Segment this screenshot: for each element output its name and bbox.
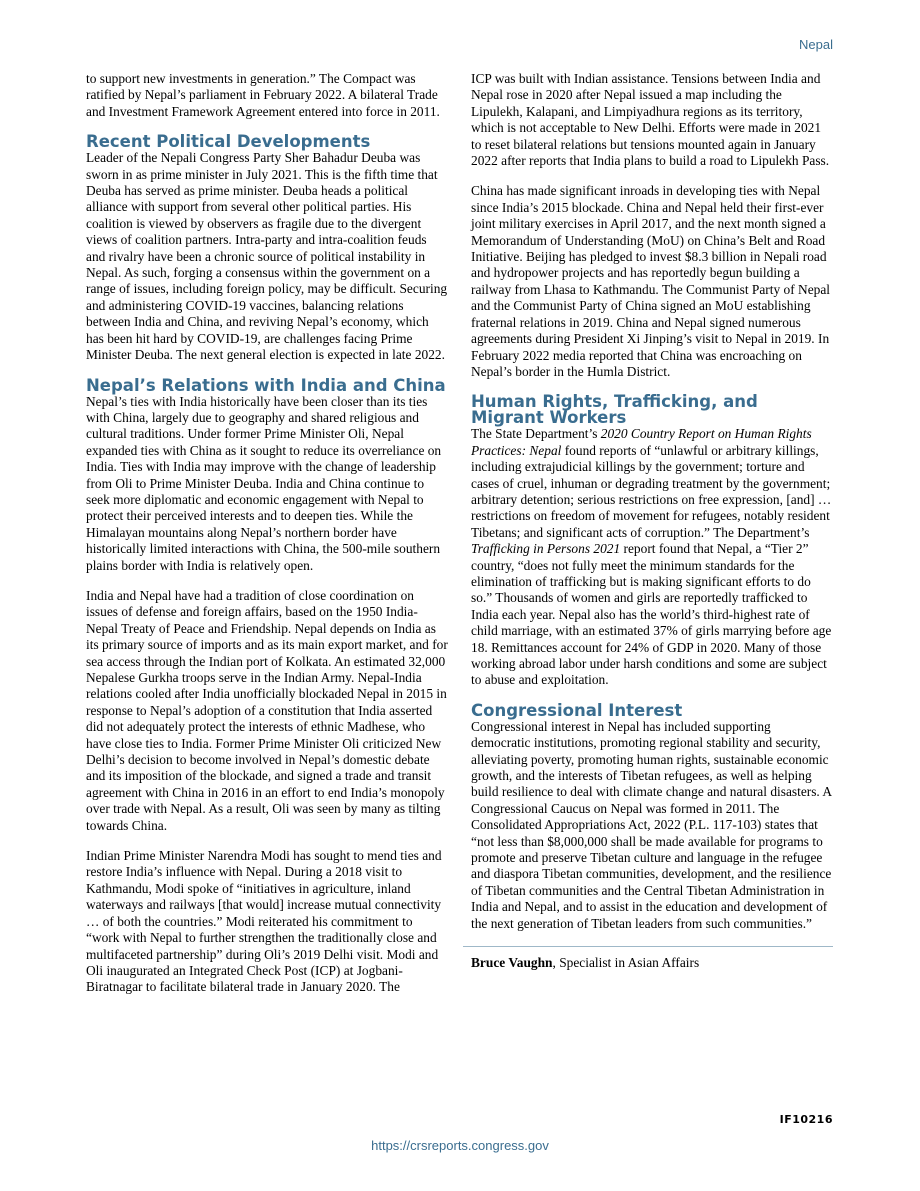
- trafficking-report-title: Trafficking in Persons 2021: [471, 541, 621, 557]
- recent-political-paragraph: Leader of the Nepali Congress Party Sher Bahadur Deuba was sworn in as prime minister in July 2021. This is the fifth time that Deuba has served as prime minister. Deuba heads a political alliance with support from several other political parties. His coalition is viewed by observers as fragile due to the divergent views of coalition partners. Intra-party and intra-coalition feuds and rivalry have been a chronic source of political instability in Nepal. As such, forging a consensus within the government on a range of issues, including foreign policy, may be difficult. Securing and administering COVID-19 vaccines, balancing relations between India and China, and reviving Nepal’s economy, which has been hit hard by COVID-19, are challenges facing Prime Minister Deuba. The next general election is expected in late 2022.: [86, 150, 448, 363]
- human-rights-text-a: The State Department’s: [471, 426, 601, 442]
- relations-paragraph-2: India and Nepal have had a tradition of close coordination on issues of defense and foreign affairs, based on the 1950 India-Nepal Treaty of Peace and Friendship. Nepal depends on India as its primary source of imports and as its main export market, and for sea access through the Indian port of Kolkata. An estimated 32,000 Nepalese Gurkha troops serve in the Indian Army. Nepal-India relations cooled after India unofficially blockaded Nepal in 2015 in response to Nepal’s adoption of a constitution that India asserted did not adequately protect the interests of ethnic Madhese, who have close ties to India. Former Prime Minister Oli criticized New Delhi’s decision to become involved in Nepal’s domestic debate and its imposition of the blockade, and signed a trade and transit agreement with China in 2016 in an effort to end India’s monopoly over trade with Nepal. As a result, Oli was seen by many as tilting towards China.: [86, 587, 448, 833]
- human-rights-text-e: report found that Nepal, a “Tier 2” country, “does not fully meet the minimum standards for the elimination of trafficking but is making significant efforts to do so.” Thousands of women and girls are reportedly trafficked to India each year. Nepal also has the world’s third-highest rate of child marriage, with an estimated 37% of girls marrying before age 18. Remittances account for 24% of GDP in 2020. Many of those working abroad labor under harsh conditions and some are subject to abuse and exploitation.: [471, 541, 832, 688]
- author-divider: [463, 946, 833, 947]
- heading-human-rights: Human Rights, Trafficking, and Migrant Workers: [471, 392, 758, 428]
- author-line: [471, 955, 833, 971]
- human-rights-text-c: found reports of “unlawful or arbitrary killings, including extrajudicial killings by the government; torture and cases of cruel, inhuman or degrading treatment by the government; arbitrary detention; serious restrictions on free expression, [and] … restrictions on freedom of movement for refugees, notably resident Tibetans; and significant acts of corruption.” The Department’s: [471, 442, 832, 540]
- footer-url-link[interactable]: https://crsreports.congress.gov: [371, 1138, 549, 1153]
- heading-recent-political-developments: Recent Political Developments: [86, 132, 371, 152]
- heading-congressional-interest: Congressional Interest: [471, 700, 683, 720]
- author-name: Bruce Vaughn: [471, 955, 553, 971]
- heading-relations-india-china: Nepal’s Relations with India and China: [86, 375, 446, 395]
- intro-paragraph: to support new investments in generation.” The Compact was ratified by Nepal’s parliament in February 2022. A bilateral Trade and Investment Framework Agreement entered into force in 2011.: [86, 71, 440, 119]
- china-paragraph: China has made significant inroads in developing ties with Nepal since India’s 2015 blockade. China and Nepal held their first-ever joint military exercises in April 2017, and the next month signed a Memorandum of Understanding (MoU) on China’s Belt and Road Initiative. Beijing has pledged to invest $8.3 billion in Nepali road and hydropower projects and has reportedly begun building a railway from Lhasa to Kathmandu. The Communist Party of Nepal and the Communist Party of China signed an MoU establishing fraternal relations in 2019. China and Nepal signed numerous agreements during President Xi Jinping’s visit to Nepal in 2019. In February 2022 media reported that China was encroaching on Nepal’s border in the Humla District.: [471, 183, 830, 379]
- author-title: , Specialist in Asian Affairs: [552, 955, 700, 971]
- icp-paragraph: ICP was built with Indian assistance. Tensions between India and Nepal rose in 2020 after Nepal issued a map including the Lipulekh, Kalapani, and Limpiyadhura regions as its territory, which is not acceptable to New Delhi. Efforts were made in 2021 to reset bilateral relations but tensions mounted again in January 2022 after reports that India plans to build a road to Lipulekh Pass.: [471, 71, 830, 169]
- running-head: Nepal: [799, 37, 833, 52]
- right-column: [471, 71, 833, 971]
- human-rights-paragraph: [471, 426, 833, 689]
- relations-paragraph-3: Indian Prime Minister Narendra Modi has sought to mend ties and restore India’s influence with Nepal. During a 2018 visit to Kathmandu, Modi spoke of “initiatives in agriculture, inland waterways and railways [that would] increase mutual connectivity … of both the countries.” Modi reiterated his commitment to “work with Nepal to further strengthen the traditionally close and multifaceted partnership” during Oli’s 2019 Delhi visit. Modi and Oli inaugurated an Integrated Check Post (ICP) at Jogbani-Biratnagar to facilitate bilateral trade in January 2020. The: [86, 848, 442, 995]
- country-report-title: 2020 Country Report on Human Rights Practices: Nepal: [471, 426, 812, 458]
- report-id: IF10216: [779, 1113, 833, 1126]
- relations-paragraph-1: Nepal’s ties with India historically have been closer than its ties with China, largely due to geography and shared religious and cultural traditions. Under former Prime Minister Oli, Nepal expanded ties with China as it sought to reduce its overreliance on India. Ties with India may improve with the change of leadership from Oli to Prime Minister Deuba. India and China continue to seek more diplomatic and economic engagement with Nepal to protect their perceived interests and to deepen ties. While the Himalayan mountains along Nepal’s northern border have historically limited interactions with China, the 500-mile southern plains border with India is relatively open.: [86, 393, 442, 573]
- left-column: [86, 71, 448, 1010]
- congressional-paragraph: Congressional interest in Nepal has included supporting democratic institutions, promoting regional stability and security, alleviating poverty, promoting human rights, sustainable economic growth, and the interests of Tibetan refugees, as well as helping build resilience to deal with climate change and natural disasters. A Congressional Caucus on Nepal was formed in 2011. The Consolidated Appropriations Act, 2022 (P.L. 117-103) states that “not less than $8,000,000 shall be made available for programs to promote and preserve Tibetan culture and language in the refugee and diaspora Tibetan communities, development, and the resilience of Tibetan communities and the Central Tibetan Administration in India and Nepal, and to assist in the education and development of the next generation of Tibetan leaders from such communities.”: [471, 718, 832, 931]
